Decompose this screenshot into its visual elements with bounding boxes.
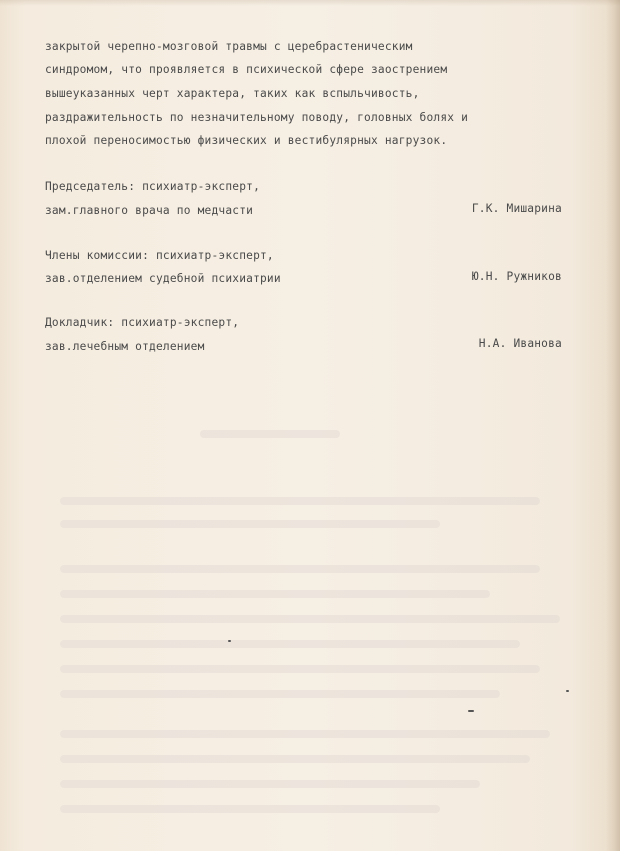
bleed-through-mark xyxy=(60,805,440,813)
commission-member-position: зав.отделением судебной психиатрии xyxy=(45,272,281,285)
bleed-through-mark xyxy=(60,730,550,738)
bleed-through-mark xyxy=(60,780,480,788)
bleed-through-mark xyxy=(60,755,530,763)
bleed-through-mark xyxy=(60,590,490,598)
body-text-line: закрытой черепно-мозговой травмы с церебрастеническим xyxy=(45,40,413,53)
rapporteur-position: зав.лечебным отделением xyxy=(45,340,205,353)
body-text-line: вышеуказанных черт характера, таких как вспыльчивость, xyxy=(45,87,420,100)
chairman-role: Председатель: психиатр-эксперт, xyxy=(45,180,260,193)
body-text-line: плохой переносимостью физических и вестибулярных нагрузок. xyxy=(45,134,448,147)
ink-speck xyxy=(468,710,474,712)
ink-speck xyxy=(228,640,231,642)
chairman-position: зам.главного врача по медчасти xyxy=(45,204,254,217)
ink-speck xyxy=(566,690,569,692)
rapporteur-name: Н.А. Иванова xyxy=(478,337,562,350)
commission-member-role: Члены комиссии: психиатр-эксперт, xyxy=(45,249,274,262)
page-edge-top xyxy=(0,0,620,6)
rapporteur-role: Докладчик: психиатр-эксперт, xyxy=(45,316,240,329)
bleed-through-mark xyxy=(60,497,540,505)
bleed-through-mark xyxy=(60,520,440,528)
bleed-through-mark xyxy=(60,615,560,623)
commission-member-name: Ю.Н. Ружников xyxy=(471,270,562,283)
page-edge-right xyxy=(606,0,620,851)
bleed-through-mark xyxy=(60,665,540,673)
body-text-line: синдромом, что проявляется в психической сфере заострением xyxy=(45,63,448,76)
bleed-through-mark xyxy=(60,565,540,573)
bleed-through-mark xyxy=(60,690,500,698)
bleed-through-mark xyxy=(200,430,340,438)
chairman-name: Г.К. Мишарина xyxy=(471,202,562,215)
bleed-through-mark xyxy=(60,640,520,648)
body-text-line: раздражительность по незначительному поводу, головных болях и xyxy=(45,111,469,124)
